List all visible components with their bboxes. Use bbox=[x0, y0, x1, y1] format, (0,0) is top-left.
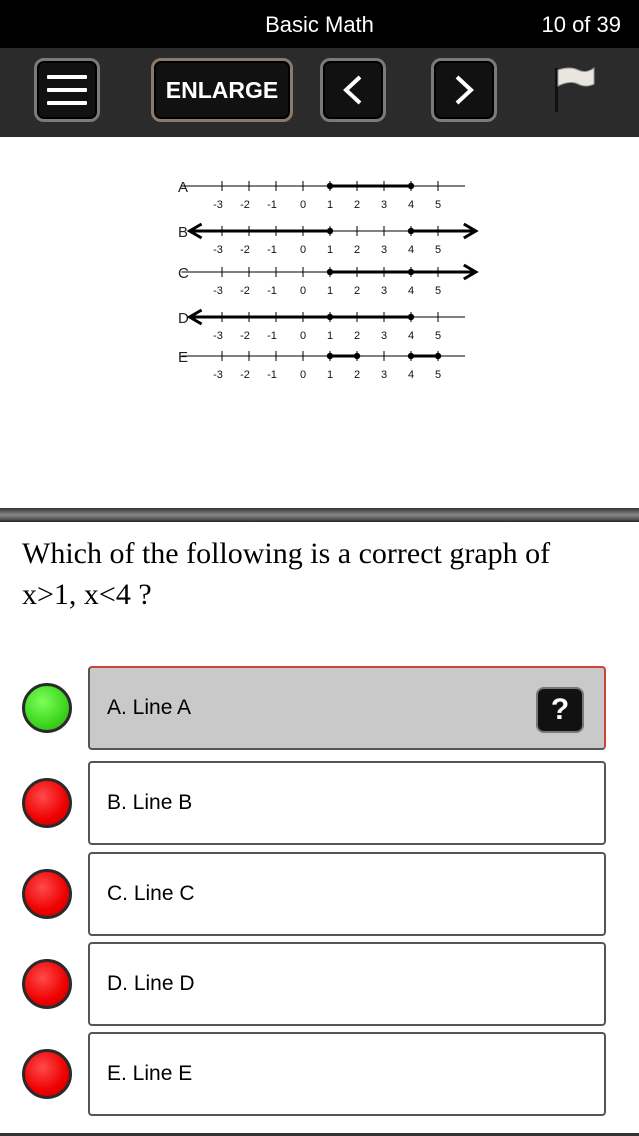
tick-label: -1 bbox=[267, 369, 277, 381]
number-line-figure bbox=[0, 137, 639, 507]
question-counter: 10 of 39 bbox=[541, 12, 621, 37]
tick-label: 4 bbox=[407, 330, 415, 342]
answer-option-c[interactable] bbox=[88, 852, 606, 936]
tick-label: -1 bbox=[267, 199, 277, 211]
tick-label: 2 bbox=[353, 330, 361, 342]
line-label: E bbox=[178, 349, 189, 366]
tick-label: -2 bbox=[240, 285, 250, 297]
tick-label: -3 bbox=[213, 244, 223, 256]
tick-label: -1 bbox=[267, 285, 277, 297]
tick-label: 1 bbox=[326, 369, 334, 381]
status-bar bbox=[0, 0, 639, 48]
tick-label: 4 bbox=[407, 369, 415, 381]
tick-label: -1 bbox=[267, 330, 277, 342]
tick-label: 2 bbox=[353, 285, 361, 297]
next-button[interactable] bbox=[431, 58, 497, 122]
enlarge-button[interactable]: ENLARGE bbox=[151, 58, 293, 122]
red-status-indicator bbox=[22, 1049, 72, 1099]
tick-label: 4 bbox=[407, 285, 415, 297]
tick-label: -3 bbox=[213, 285, 223, 297]
number-line-a bbox=[178, 179, 465, 211]
red-status-indicator bbox=[22, 959, 72, 1009]
tick-label: 2 bbox=[353, 369, 361, 381]
tick-label: 3 bbox=[380, 244, 388, 256]
line-label: A bbox=[178, 179, 189, 196]
previous-button[interactable] bbox=[320, 58, 386, 122]
endpoint-dot bbox=[327, 269, 333, 275]
answer-option-label: E. Line E bbox=[107, 1062, 193, 1085]
tick-label: -2 bbox=[240, 330, 250, 342]
endpoint-dot bbox=[408, 228, 414, 234]
endpoint-dot bbox=[327, 228, 333, 234]
number-line-e bbox=[178, 349, 465, 381]
endpoint-dot bbox=[408, 314, 414, 320]
number-line-b bbox=[178, 224, 476, 256]
chevron-left-icon bbox=[340, 73, 366, 107]
tick-label: -2 bbox=[240, 199, 250, 211]
tick-label: 3 bbox=[380, 369, 388, 381]
answer-option-d[interactable] bbox=[88, 942, 606, 1026]
chevron-right-icon bbox=[451, 73, 477, 107]
red-status-indicator bbox=[22, 778, 72, 828]
tick-label: 5 bbox=[434, 244, 442, 256]
tick-label: 2 bbox=[353, 244, 361, 256]
tick-label: 1 bbox=[326, 285, 334, 297]
tick-label: 4 bbox=[407, 244, 415, 256]
tick-label: -2 bbox=[240, 244, 250, 256]
number-line-d bbox=[178, 310, 465, 342]
line-label: D bbox=[178, 310, 189, 327]
tick-label: -2 bbox=[240, 369, 250, 381]
tick-label: 1 bbox=[326, 244, 334, 256]
tick-label: 0 bbox=[299, 199, 307, 211]
endpoint-dot bbox=[408, 269, 414, 275]
endpoint-dot bbox=[408, 353, 414, 359]
answer-option-label: D. Line D bbox=[107, 972, 195, 995]
tick-label: -3 bbox=[213, 369, 223, 381]
red-status-indicator bbox=[22, 869, 72, 919]
tick-label: -3 bbox=[213, 199, 223, 211]
answer-option-b[interactable] bbox=[88, 761, 606, 845]
tick-label: 5 bbox=[434, 285, 442, 297]
question-line-1: Which of the following is a correct graph of bbox=[22, 537, 551, 570]
help-button[interactable]: ? bbox=[536, 687, 584, 733]
tick-label: 3 bbox=[380, 285, 388, 297]
divider bbox=[0, 508, 639, 522]
tick-label: -1 bbox=[267, 244, 277, 256]
tick-label: 1 bbox=[326, 330, 334, 342]
endpoint-dot bbox=[327, 353, 333, 359]
endpoint-dot bbox=[435, 353, 441, 359]
line-label: B bbox=[178, 224, 189, 241]
tick-label: 5 bbox=[434, 330, 442, 342]
answer-option-label: C. Line C bbox=[107, 882, 195, 905]
question-line-2: x>1, x<4 ? bbox=[22, 578, 152, 611]
number-line-c bbox=[178, 265, 476, 297]
figure-area bbox=[0, 137, 639, 507]
endpoint-dot bbox=[354, 353, 360, 359]
tick-label: 2 bbox=[353, 199, 361, 211]
tick-label: 0 bbox=[299, 369, 307, 381]
tick-label: 1 bbox=[326, 199, 334, 211]
tick-label: 3 bbox=[380, 330, 388, 342]
answer-option-e[interactable] bbox=[88, 1032, 606, 1116]
tick-label: 0 bbox=[299, 244, 307, 256]
tick-label: -3 bbox=[213, 330, 223, 342]
endpoint-dot bbox=[408, 183, 414, 189]
flag-icon[interactable] bbox=[552, 64, 600, 114]
tick-label: 4 bbox=[407, 199, 415, 211]
question-text bbox=[22, 533, 622, 615]
green-status-indicator bbox=[22, 683, 72, 733]
endpoint-dot bbox=[327, 314, 333, 320]
endpoint-dot bbox=[327, 183, 333, 189]
menu-button[interactable] bbox=[34, 58, 100, 122]
app-title: Basic Math bbox=[265, 12, 374, 37]
hamburger-icon bbox=[47, 73, 87, 107]
tick-label: 5 bbox=[434, 369, 442, 381]
tick-label: 3 bbox=[380, 199, 388, 211]
answer-option-label: A. Line A bbox=[107, 696, 192, 719]
tick-label: 5 bbox=[434, 199, 442, 211]
answer-option-label: B. Line B bbox=[107, 791, 193, 814]
tick-label: 0 bbox=[299, 285, 307, 297]
line-label: C bbox=[178, 265, 189, 282]
toolbar bbox=[0, 48, 639, 137]
tick-label: 0 bbox=[299, 330, 307, 342]
answer-option-a[interactable] bbox=[88, 666, 606, 750]
